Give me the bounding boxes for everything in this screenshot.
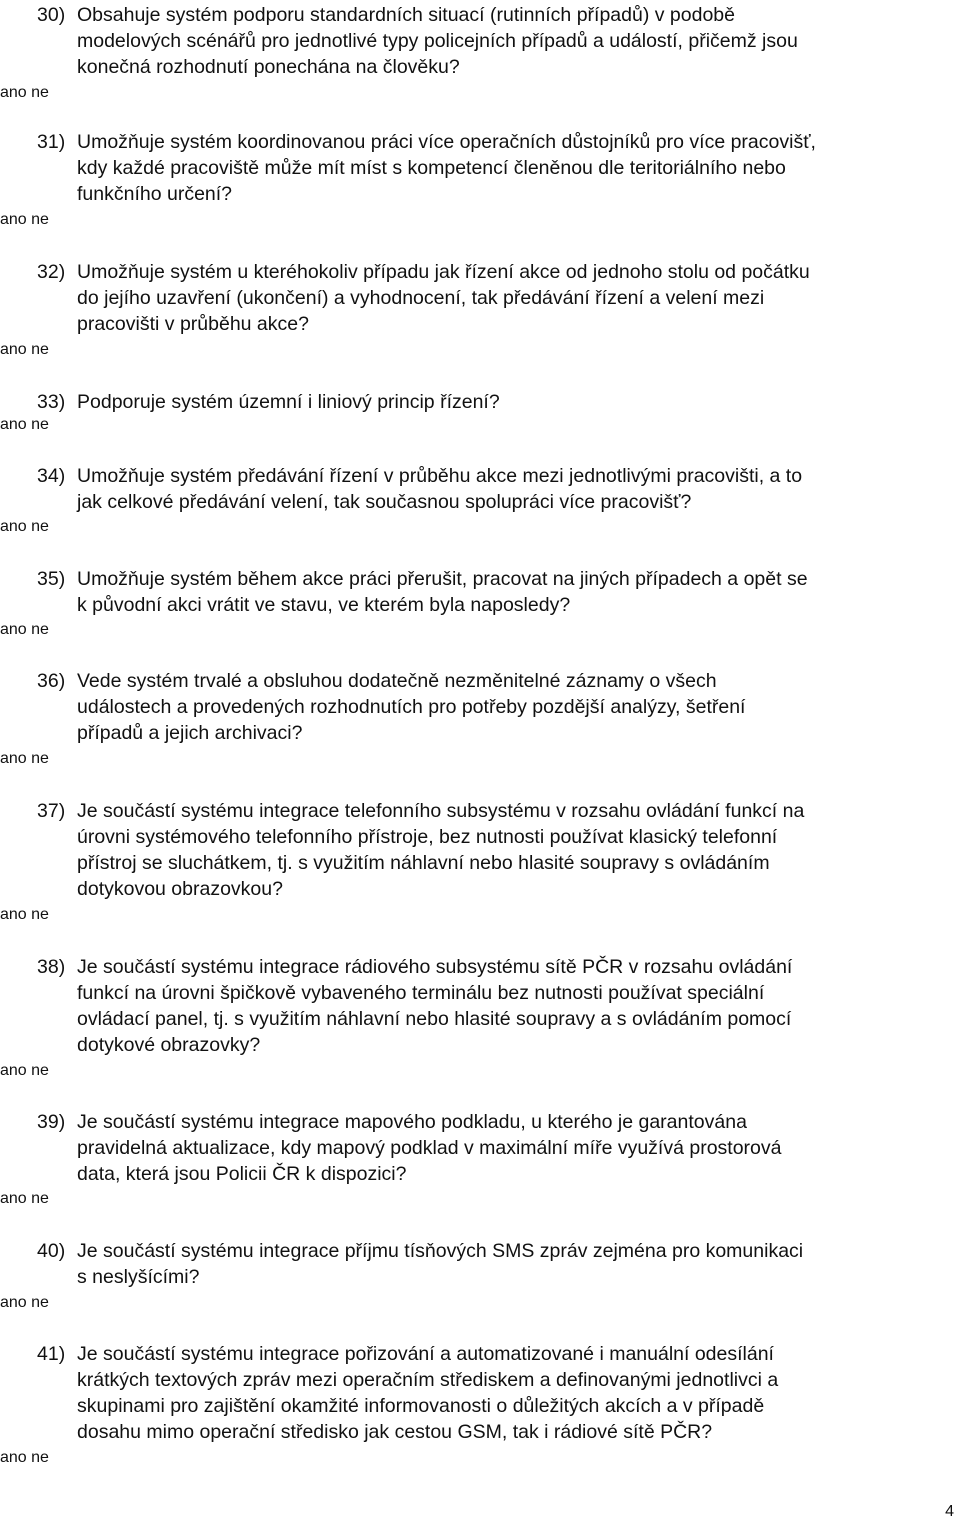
question-line: modelových scénářů pro jednotlivé typy policejních případů a událostí, přičemž jsou — [77, 30, 798, 52]
question-line: Vede systém trvalé a obsluhou dodatečně nezměnitelné záznamy o všech — [77, 670, 717, 692]
answer-no[interactable]: ne — [31, 1294, 49, 1311]
question-line: Je součástí systému integrace rádiového subsystému sítě PČR v rozsahu ovládání — [77, 956, 793, 978]
answer-options-34 — [0, 517, 49, 537]
answer-no[interactable]: ne — [31, 750, 49, 767]
question-text — [77, 129, 959, 207]
question-number: 36) — [37, 670, 66, 692]
question-text — [77, 1109, 959, 1187]
question-number: 34) — [37, 465, 66, 487]
answer-yes[interactable]: ano — [0, 1062, 27, 1079]
question-line: Umožňuje systém u kteréhokoliv případu jak řízení akce od jednoho stolu od počátku — [77, 261, 810, 283]
answer-yes[interactable]: ano — [0, 1449, 27, 1466]
question-line: Umožňuje systém koordinovanou práci více operačních důstojníků pro více pracovišť, — [77, 131, 816, 153]
question-line: ovládací panel, tj. s využitím náhlavní nebo hlasité soupravy a s ovládáním pomocí — [77, 1008, 792, 1030]
question-text — [77, 1238, 959, 1290]
answer-yes[interactable]: ano — [0, 750, 27, 767]
answer-options-31 — [0, 210, 49, 230]
answer-options-32 — [0, 340, 49, 360]
answer-yes[interactable]: ano — [0, 341, 27, 358]
question-line: Obsahuje systém podporu standardních situací (rutinních případů) v podobě — [77, 4, 735, 26]
question-line: Umožňuje systém předávání řízení v průběhu akce mezi jednotlivými pracovišti, a to — [77, 465, 803, 487]
question-line: k původní akci vrátit ve stavu, ve kterém byla naposledy? — [77, 594, 571, 616]
answer-yes[interactable]: ano — [0, 211, 27, 228]
answer-options-35 — [0, 620, 49, 640]
question-number: 39) — [37, 1111, 66, 1133]
question-line: dotykovou obrazovkou? — [77, 878, 283, 900]
question-line: pravidelná aktualizace, kdy mapový podklad v maximální míře využívá prostorová — [77, 1137, 782, 1159]
answer-no[interactable]: ne — [31, 1062, 49, 1079]
question-text — [77, 798, 959, 902]
answer-yes[interactable]: ano — [0, 518, 27, 535]
answer-no[interactable]: ne — [31, 416, 49, 433]
question-line: konečná rozhodnutí ponechána na člověku? — [77, 56, 460, 78]
answer-no[interactable]: ne — [31, 1190, 49, 1207]
question-line: data, která jsou Policii ČR k dispozici? — [77, 1163, 407, 1185]
question-line: Umožňuje systém během akce práci přerušit, pracovat na jiných případech a opět se — [77, 568, 808, 590]
answer-options-37 — [0, 905, 49, 925]
question-line: funkcí na úrovni špičkově vybaveného terminálu bez nutnosti používat speciální — [77, 982, 765, 1004]
question-text — [77, 1341, 959, 1445]
question-line: Podporuje systém územní i liniový princip řízení? — [77, 391, 500, 413]
answer-no[interactable]: ne — [31, 1449, 49, 1466]
answer-no[interactable]: ne — [31, 84, 49, 101]
page-number: 4 — [945, 1503, 954, 1520]
question-text — [77, 2, 959, 80]
question-line: do jejího uzavření (ukončení) a vyhodnocení, tak předávání řízení a velení mezi — [77, 287, 765, 309]
question-number: 33) — [37, 391, 66, 413]
question-line: jak celkové předávání velení, tak současnou spolupráci více pracovišť? — [77, 491, 692, 513]
answer-no[interactable]: ne — [31, 621, 49, 638]
answer-no[interactable]: ne — [31, 211, 49, 228]
question-number: 31) — [37, 131, 66, 153]
question-line: Je součástí systému integrace telefonního subsystému v rozsahu ovládání funkcí na — [77, 800, 805, 822]
question-number: 35) — [37, 568, 66, 590]
question-text — [77, 566, 959, 618]
question-line: skupinami pro zajištění okamžité informovanosti o důležitých akcích a v případě — [77, 1395, 765, 1417]
question-line: úrovni systémového telefonního přístroje, bez nutnosti používat klasický telefonní — [77, 826, 778, 848]
question-line: dotykové obrazovky? — [77, 1034, 261, 1056]
answer-options-39 — [0, 1189, 49, 1209]
question-line: funkčního určení? — [77, 183, 233, 205]
question-line: krátkých textových zpráv mezi operačním střediskem a definovanými jednotlivci a — [77, 1369, 779, 1391]
answer-yes[interactable]: ano — [0, 84, 27, 101]
question-line: případů a jejich archivaci? — [77, 722, 303, 744]
answer-yes[interactable]: ano — [0, 906, 27, 923]
answer-no[interactable]: ne — [31, 906, 49, 923]
question-line: Je součástí systému integrace příjmu tísňových SMS zpráv zejména pro komunikaci — [77, 1240, 804, 1262]
question-line: Je součástí systému integrace mapového podkladu, u kterého je garantována — [77, 1111, 747, 1133]
answer-options-40 — [0, 1293, 49, 1313]
answer-options-36 — [0, 749, 49, 769]
question-line: pracovišti v průběhu akce? — [77, 313, 309, 335]
question-line: událostech a provedených rozhodnutích pro potřeby pozdější analýzy, šetření — [77, 696, 746, 718]
question-line: přístroj se sluchátkem, tj. s využitím náhlavní nebo hlasité soupravy s ovládáním — [77, 852, 770, 874]
question-number: 41) — [37, 1343, 66, 1365]
question-text — [77, 259, 959, 337]
answer-yes[interactable]: ano — [0, 416, 27, 433]
question-number: 38) — [37, 956, 66, 978]
question-number: 40) — [37, 1240, 66, 1262]
question-line: Je součástí systému integrace pořizování a automatizované i manuální odesílání — [77, 1343, 774, 1365]
question-text — [77, 463, 959, 515]
question-number: 30) — [37, 4, 66, 26]
answer-options-38 — [0, 1061, 49, 1081]
answer-options-41 — [0, 1448, 49, 1468]
answer-options-33 — [0, 415, 49, 435]
question-line: dosahu mimo operační středisko jak cestou GSM, tak i rádiové sítě PČR? — [77, 1421, 713, 1443]
answer-no[interactable]: ne — [31, 518, 49, 535]
question-text — [77, 668, 959, 746]
answer-no[interactable]: ne — [31, 341, 49, 358]
question-line: kdy každé pracoviště může mít míst s kompetencí členěnou dle teritoriálního nebo — [77, 157, 786, 179]
question-line: s neslyšícími? — [77, 1266, 200, 1288]
question-number: 37) — [37, 800, 66, 822]
answer-yes[interactable]: ano — [0, 621, 27, 638]
question-text — [77, 954, 959, 1058]
answer-yes[interactable]: ano — [0, 1190, 27, 1207]
answer-options-30 — [0, 83, 49, 103]
question-number: 32) — [37, 261, 66, 283]
question-text — [77, 389, 959, 415]
answer-yes[interactable]: ano — [0, 1294, 27, 1311]
